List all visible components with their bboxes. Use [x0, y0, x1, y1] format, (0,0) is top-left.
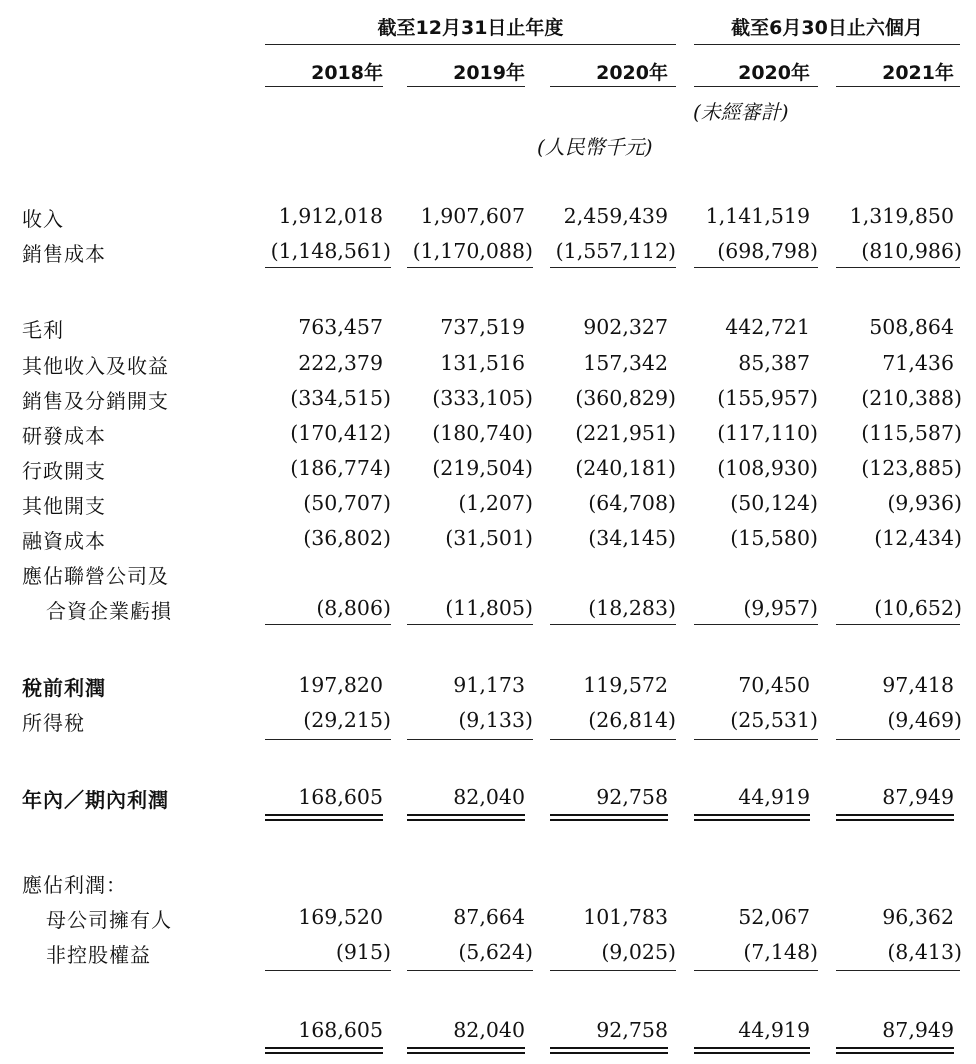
row-label: 應佔利潤：	[22, 873, 127, 897]
cell-value: (15,580)	[730, 526, 818, 550]
rule-after-jv-losses	[407, 624, 533, 625]
header-rule-six-months	[694, 44, 960, 45]
cell-value: (1,170,088)	[412, 239, 533, 263]
cell-value: 763,457	[298, 315, 383, 339]
cell-value: (9,469)	[887, 708, 962, 732]
year-header-2020: 2020年	[596, 62, 668, 84]
rule-after-income-tax	[836, 739, 960, 740]
cell-value: 85,387	[738, 351, 810, 375]
rule-after-cost-of-sales	[694, 267, 818, 268]
cell-value: 87,949	[882, 1018, 954, 1042]
rule-after-nci	[694, 970, 818, 971]
rule-after-cost-of-sales	[407, 267, 533, 268]
cell-value: (11,805)	[445, 596, 533, 620]
cell-value: 119,572	[583, 673, 668, 697]
cell-value: 82,040	[453, 785, 525, 809]
cell-value: 157,342	[583, 351, 668, 375]
cell-value: (10,652)	[874, 596, 962, 620]
cell-value: (31,501)	[445, 526, 533, 550]
cell-value: 44,919	[738, 1018, 810, 1042]
header-group-fiscal-year: 截至12月31日止年度	[377, 17, 564, 39]
header-group-six-months: 截至6月30日止六個月	[731, 17, 923, 39]
year-header-2018: 2018年	[311, 62, 383, 84]
rule-after-nci	[550, 970, 676, 971]
rule-after-jv-losses	[550, 624, 676, 625]
row-label: 年內／期內利潤	[22, 788, 169, 812]
double-rule-total	[550, 1047, 668, 1054]
cell-value: (34,145)	[588, 526, 676, 550]
cell-value: 92,758	[596, 1018, 668, 1042]
double-rule-profit	[836, 814, 954, 821]
currency-unit-note: (人民幣千元)	[537, 135, 653, 159]
rule-after-jv-losses	[265, 624, 391, 625]
row-label: 銷售成本	[22, 242, 106, 266]
row-label: 收入	[22, 207, 64, 231]
cell-value: (210,388)	[861, 386, 962, 410]
cell-value: (915)	[335, 940, 391, 964]
row-label: 其他收入及收益	[22, 354, 169, 378]
double-rule-profit	[694, 814, 810, 821]
row-label: 銷售及分銷開支	[22, 389, 169, 413]
double-rule-total	[836, 1047, 954, 1054]
row-label: 稅前利潤	[22, 676, 106, 700]
cell-value: 70,450	[738, 673, 810, 697]
cell-value: (25,531)	[730, 708, 818, 732]
cell-value: (12,434)	[874, 526, 962, 550]
cell-value: (50,124)	[730, 491, 818, 515]
cell-value: 87,949	[882, 785, 954, 809]
cell-value: 737,519	[440, 315, 525, 339]
double-rule-total	[694, 1047, 810, 1054]
year-header-2020-6m: 2020年	[738, 62, 810, 84]
cell-value: 1,319,850	[849, 204, 954, 228]
rule-after-nci	[836, 970, 960, 971]
cell-value: 82,040	[453, 1018, 525, 1042]
cell-value: (334,515)	[290, 386, 391, 410]
cell-value: (698,798)	[717, 239, 818, 263]
rule-after-jv-losses	[694, 624, 818, 625]
cell-value: 97,418	[882, 673, 954, 697]
cell-value: (123,885)	[861, 456, 962, 480]
cell-value: (186,774)	[290, 456, 391, 480]
rule-after-jv-losses	[836, 624, 960, 625]
cell-value: 168,605	[298, 785, 383, 809]
cell-value: (810,986)	[861, 239, 962, 263]
cell-value: (9,025)	[601, 940, 676, 964]
header-rule-fiscal-year	[265, 44, 676, 45]
cell-value: (26,814)	[588, 708, 676, 732]
cell-value: 1,907,607	[420, 204, 525, 228]
cell-value: 442,721	[725, 315, 810, 339]
double-rule-total	[265, 1047, 383, 1054]
cell-value: (1,557,112)	[555, 239, 676, 263]
row-label: 母公司擁有人	[46, 908, 172, 932]
cell-value: (117,110)	[717, 421, 818, 445]
rule-after-income-tax	[550, 739, 676, 740]
rule-after-cost-of-sales	[265, 267, 391, 268]
year-header-2021-6m: 2021年	[882, 62, 954, 84]
row-label: 研發成本	[22, 424, 106, 448]
unaudited-note: (未經審計)	[693, 100, 789, 124]
cell-value: (8,413)	[887, 940, 962, 964]
cell-value: 1,141,519	[705, 204, 810, 228]
row-label: 毛利	[22, 318, 64, 342]
cell-value: 1,912,018	[278, 204, 383, 228]
rule-after-nci	[407, 970, 533, 971]
cell-value: (5,624)	[458, 940, 533, 964]
double-rule-profit	[265, 814, 383, 821]
cell-value: (64,708)	[588, 491, 676, 515]
cell-value: (1,207)	[458, 491, 533, 515]
year-rule-2021-6m	[836, 86, 960, 87]
rule-after-income-tax	[694, 739, 818, 740]
row-label: 非控股權益	[46, 943, 151, 967]
cell-value: (240,181)	[575, 456, 676, 480]
cell-value: 508,864	[869, 315, 954, 339]
cell-value: 87,664	[453, 905, 525, 929]
cell-value: 131,516	[440, 351, 525, 375]
row-label: 行政開支	[22, 459, 106, 483]
year-header-2019: 2019年	[453, 62, 525, 84]
cell-value: (9,957)	[743, 596, 818, 620]
cell-value: (221,951)	[575, 421, 676, 445]
cell-value: 222,379	[298, 351, 383, 375]
cell-value: (18,283)	[588, 596, 676, 620]
year-rule-2018	[265, 86, 383, 87]
cell-value: (115,587)	[861, 421, 962, 445]
cell-value: (9,936)	[887, 491, 962, 515]
cell-value: (180,740)	[432, 421, 533, 445]
cell-value: 902,327	[583, 315, 668, 339]
cell-value: (29,215)	[303, 708, 391, 732]
cell-value: (50,707)	[303, 491, 391, 515]
cell-value: (36,802)	[303, 526, 391, 550]
rule-after-income-tax	[265, 739, 391, 740]
cell-value: (219,504)	[432, 456, 533, 480]
cell-value: 44,919	[738, 785, 810, 809]
cell-value: (9,133)	[458, 708, 533, 732]
cell-value: (1,148,561)	[270, 239, 391, 263]
cell-value: (155,957)	[717, 386, 818, 410]
cell-value: 92,758	[596, 785, 668, 809]
year-rule-2019	[407, 86, 525, 87]
cell-value: 71,436	[882, 351, 954, 375]
row-label: 應佔聯營公司及	[22, 564, 169, 588]
cell-value: 168,605	[298, 1018, 383, 1042]
year-rule-2020-6m	[694, 86, 818, 87]
rule-after-cost-of-sales	[550, 267, 676, 268]
row-label: 合資企業虧損	[46, 599, 172, 623]
row-label: 其他開支	[22, 494, 106, 518]
double-rule-profit	[407, 814, 525, 821]
double-rule-total	[407, 1047, 525, 1054]
cell-value: (7,148)	[743, 940, 818, 964]
cell-value: (8,806)	[316, 596, 391, 620]
year-rule-2020	[550, 86, 676, 87]
cell-value: 169,520	[298, 905, 383, 929]
rule-after-cost-of-sales	[836, 267, 960, 268]
cell-value: 2,459,439	[563, 204, 668, 228]
cell-value: 52,067	[738, 905, 810, 929]
cell-value: (108,930)	[717, 456, 818, 480]
rule-after-income-tax	[407, 739, 533, 740]
rule-after-nci	[265, 970, 391, 971]
row-label: 所得稅	[22, 711, 85, 735]
cell-value: 91,173	[453, 673, 525, 697]
row-label: 融資成本	[22, 529, 106, 553]
cell-value: 96,362	[882, 905, 954, 929]
cell-value: (333,105)	[432, 386, 533, 410]
cell-value: 101,783	[583, 905, 668, 929]
cell-value: (360,829)	[575, 386, 676, 410]
cell-value: 197,820	[298, 673, 383, 697]
cell-value: (170,412)	[290, 421, 391, 445]
double-rule-profit	[550, 814, 668, 821]
